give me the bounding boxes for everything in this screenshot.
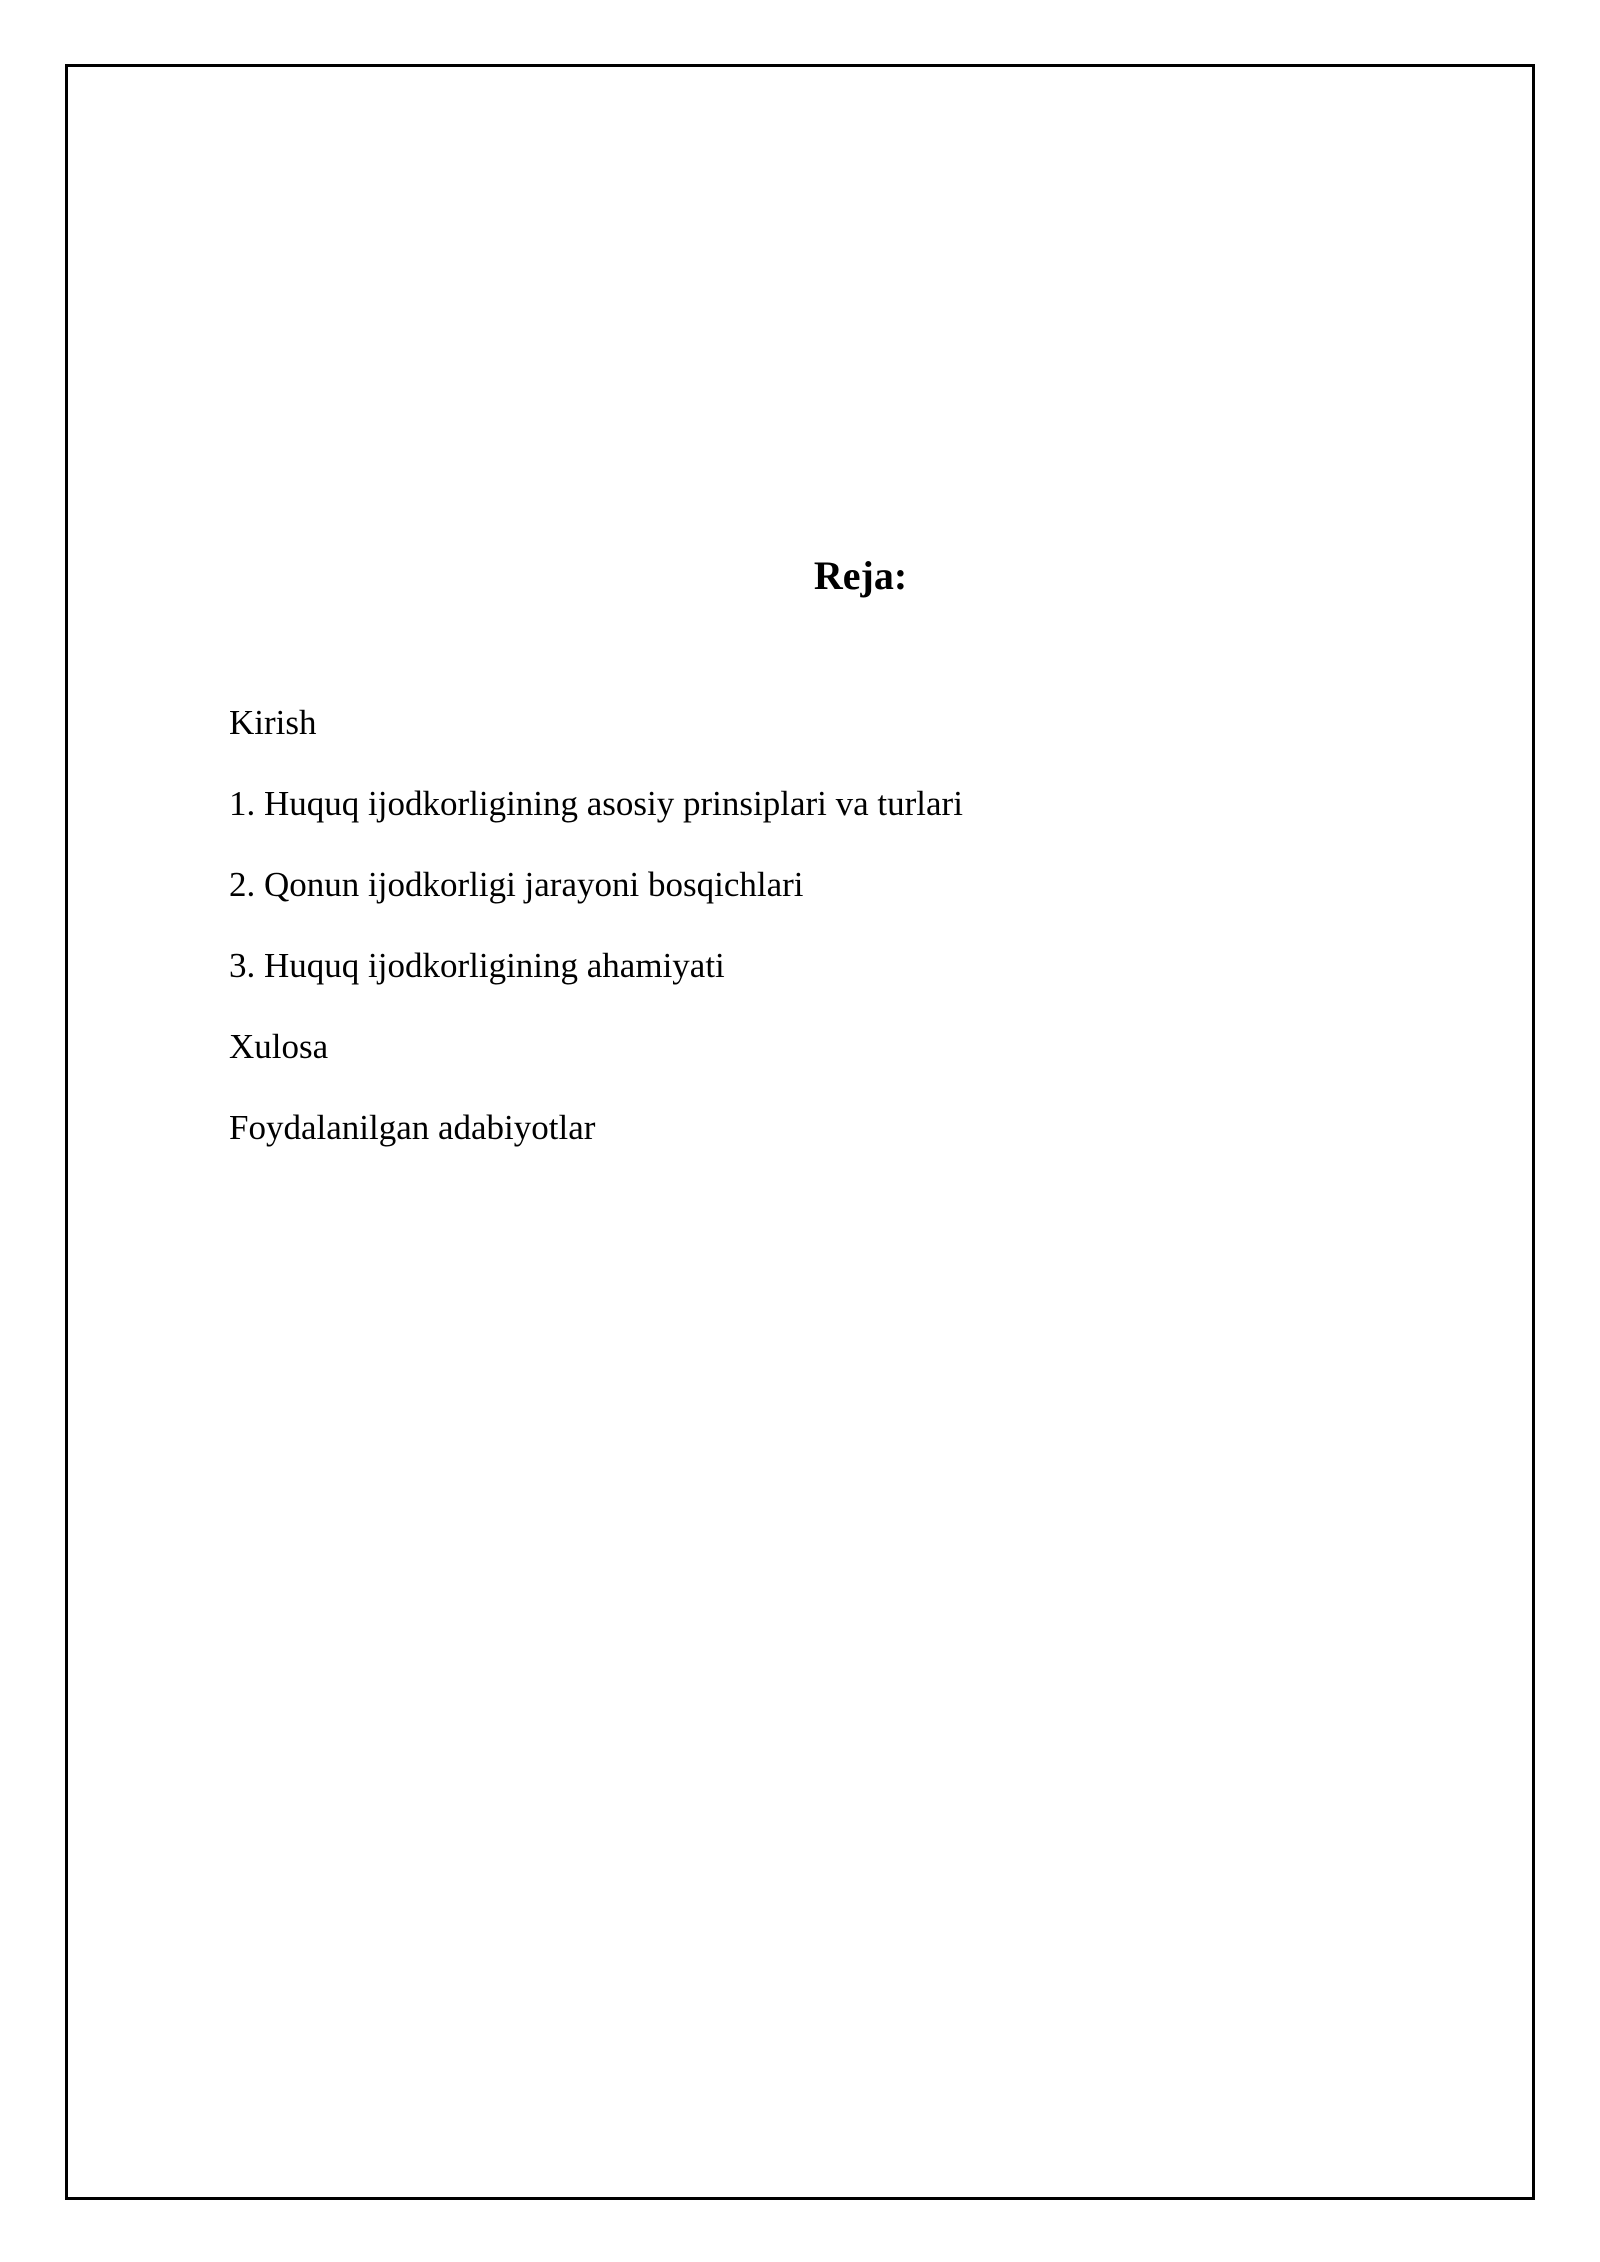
plan-item-references: Foydalanilgan adabiyotlar xyxy=(229,1108,596,1147)
plan-item-1: 1. Huquq ijodkorligining asosiy prinsiplari va turlari xyxy=(229,784,963,823)
plan-item-introduction: Kirish xyxy=(229,703,317,742)
page-title: Reja: xyxy=(813,553,908,598)
plan-list xyxy=(229,698,963,1184)
plan-item-3: 3. Huquq ijodkorligining ahamiyati xyxy=(229,946,725,985)
plan-item-2: 2. Qonun ijodkorligi jarayoni bosqichlari xyxy=(229,865,804,904)
plan-item-conclusion: Xulosa xyxy=(229,1027,329,1066)
